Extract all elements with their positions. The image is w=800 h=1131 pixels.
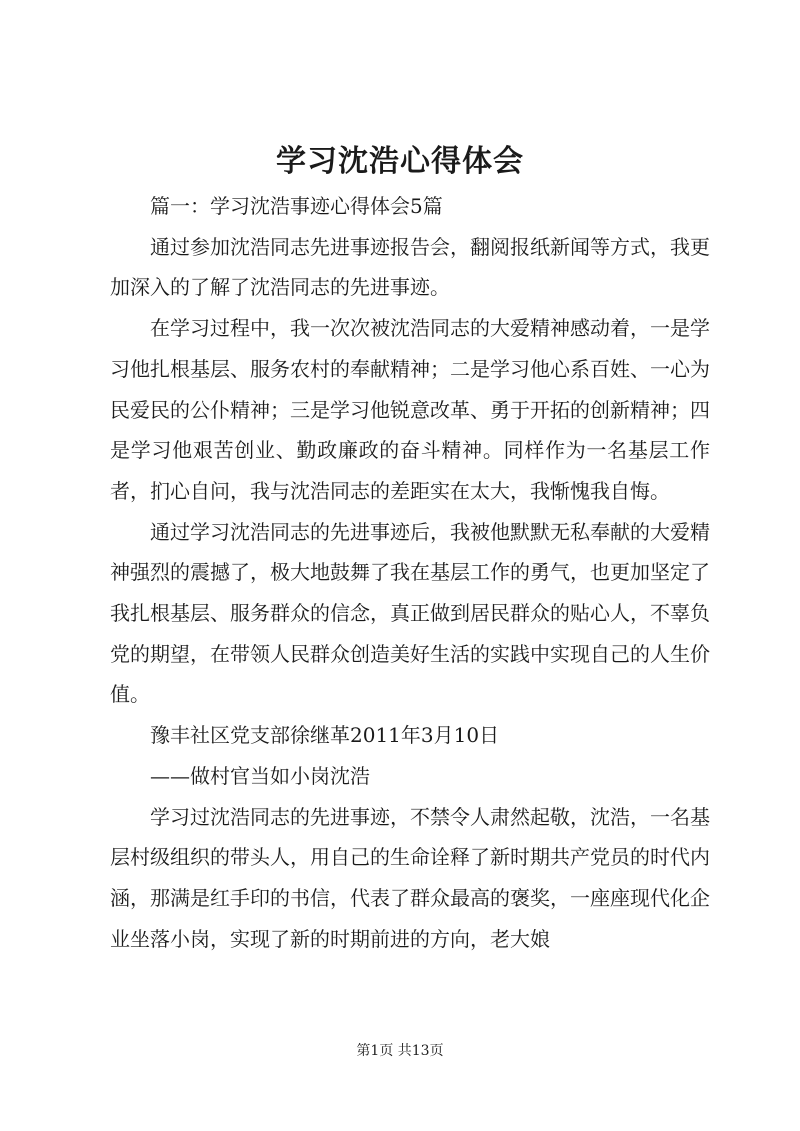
paragraph: 在学习过程中，我一次次被沈浩同志的大爱精神感动着，一是学习他扎根基层、服务农村的奉献精神；二是学习他心系百姓、一心为民爱民的公仆精神；三是学习他锐意改革、勇于开拓的创新精神；四是学习他艰苦创业、勤政廉政的奋斗精神。同样作为一名基层工作者，扪心自问，我与沈浩同志的差距实在太大，我惭愧我自悔。	[110, 316, 710, 503]
page-footer: 第1页 共13页	[356, 1043, 444, 1059]
paragraph: 通过学习沈浩同志的先进事迹后，我被他默默无私奉献的大爱精神强烈的震撼了，极大地鼓舞了我在基层工作的勇气，也更加坚定了我扎根基层、服务群众的信念，真正做到居民群众的贴心人，不辜负党的期望，在带领人民群众创造美好生活的实践中实现自己的人生价值。	[110, 519, 710, 707]
document-body	[110, 186, 710, 959]
paragraph: 学习过沈浩同志的先进事迹，不禁令人肃然起敬，沈浩，一名基层村级组织的带头人，用自己的生命诠释了新时期共产党员的时代内涵，那满是红手印的书信，代表了群众最高的褒奖，一座座现代化企业坐落小岗，实现了新的时期前进的方向，老大娘	[110, 804, 710, 951]
paragraph-section-heading: 篇一：学习沈浩事迹心得体会5篇	[150, 194, 443, 218]
paragraph-subtitle: ——做村官当如小岗沈浩	[150, 763, 370, 788]
document-title: 学习沈浩心得体会	[276, 144, 524, 179]
paragraph: 通过参加沈浩同志先进事迹报告会，翻阅报纸新闻等方式，我更加深入的了解了沈浩同志的先进事迹。	[110, 234, 710, 300]
paragraph-signature: 豫丰社区党支部徐继革2011年3月10日	[150, 723, 500, 748]
